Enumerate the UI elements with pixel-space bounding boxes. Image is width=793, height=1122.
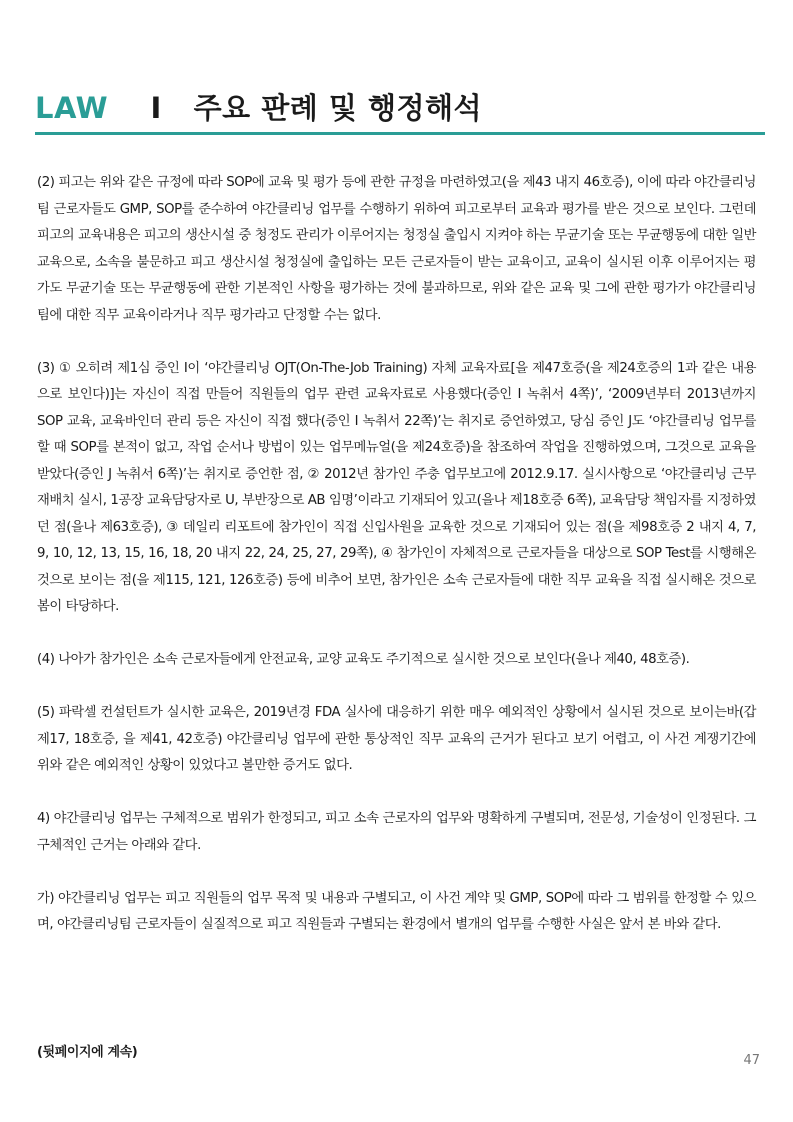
document-body	[37, 170, 756, 939]
paragraph-5: (5) 파락셀 컨설턴트가 실시한 교육은, 2019년경 FDA 실사에 대응하기 위한 매우 예외적인 상황에서 실시된 것으로 보이는바(갑 제17, 18호증, 을 제41, 42호증) 야간클리닝 업무에 관한 통상적인 직무 교육의 근거가 된다고 보기 어렵고, 이 사건 계쟁기간에 위와 같은 예외적인 상황이 있었다고 볼만한 증거도 없다.	[37, 705, 756, 773]
paragraph-2: (2) 피고는 위와 같은 규정에 따라 SOP에 교육 및 평가 등에 관한 규정을 마련하였고(을 제43 내지 46호증), 이에 따라 야간클리닝팀 근로자들도 GMP, SOP를 준수하여 야간클리닝 업무를 수행하기 위하여 피고로부터 교육과 평가를 받은 것으로 보인다. 그런데 피고의 교육내용은 피고의 생산시설 중 청정도 관리가 이루어지는 청정실 출입시 지켜야 하는 무균기술 또는 무균행동에 대한 일반교육으로, 소속을 불문하고 피고 생산시설 청정실에 출입하는 모든 근로자들이 받는 교육이고, 교육이 실시된 이후 이루어지는 평가도 무균기술 또는 무균행동에 관한 기본적인 사항을 평가하는 것에 불과하므로, 위와 같은 교육 및 그에 관한 평가가 야간클리닝팀에 대한 직무 교육이라거나 직무 평가라고 단정할 수는 없다.	[37, 175, 756, 323]
header-divider	[35, 132, 765, 135]
page-number: 47	[743, 1053, 760, 1068]
paragraph-section-ga: 가) 야간클리닝 업무는 피고 직원들의 업무 목적 및 내용과 구별되고, 이 사건 계약 및 GMP, SOP에 따라 그 범위를 한정할 수 있으며, 야간클리닝팀 근로자들이 실질적으로 피고 직원들과 구별되는 환경에서 별개의 업무를 수행한 사실은 앞서 본 바와 같다.	[37, 890, 756, 932]
title-text: 주요 판례 및 행정해석	[193, 91, 483, 125]
continue-note: (뒷페이지에 계속)	[37, 1045, 138, 1060]
paragraph-3: (3) ① 오히려 제1심 증인 I이 ‘야간클리닝 OJT(On-The-Job Training) 자체 교육자료[을 제47호증(을 제24호증의 1과 같은 내용으로 보인다)]는 자신이 직접 만들어 직원들의 업무 관련 교육자료로 사용했다(증인 I 녹취서 4쪽)’, ‘2009년부터 2013년까지 SOP 교육, 교육바인더 관리 등은 자신이 직접 했다(증인 I 녹취서 22쪽)’는 취지로 증언하였고, 당심 증인 J도 ‘야간클리닝 업무를 할 때 SOP를 본적이 없고, 작업 순서나 방법이 있는 업무메뉴얼(을 제24호증)을 참조하여 작업을 진행하였으며, 그것으로 교육을 받았다(증인 J 녹취서 6쪽)’는 취지로 증언한 점, ② 2012년 참가인 주충 업무보고에 2012.9.17. 실시사항으로 ‘야간클리닝 근무 재배치 실시, 1공장 교육담당자로 U, 부반장으로 AB 임명’이라고 기재되어 있고(을나 제18호증 6쪽), 교육담당 책임자를 지정하였던 점(을나 제63호증), ③ 데일리 리포트에 참가인이 직접 신입사원을 교육한 것으로 기재되어 있는 점(을 제98호증 2 내지 4, 7, 9, 10, 12, 13, 15, 16, 18, 20 내지 22, 24, 25, 27, 29쪽), ④ 참가인이 자체적으로 근로자들을 대상으로 SOP Test를 시행해온 것으로 보이는 점(을 제115, 121, 126호증) 등에 비추어 보면, 참가인은 소속 근로자들에 대한 직무 교육을 직접 실시해온 것으로 봄이 타당하다.	[37, 360, 756, 614]
page-header	[35, 88, 765, 134]
paragraph-section-4: 4) 야간클리닝 업무는 구체적으로 범위가 한정되고, 피고 소속 근로자의 업무와 명확하게 구별되며, 전문성, 기술성이 인정된다. 그 구체적인 근거는 아래와 같다.	[37, 811, 756, 853]
page-title	[35, 88, 765, 128]
paragraph-4: (4) 나아가 참가인은 소속 근로자들에게 안전교육, 교양 교육도 주기적으로 실시한 것으로 보인다(을나 제40, 48호증).	[37, 652, 690, 667]
section-label: LAW	[35, 91, 109, 125]
title-separator: I	[150, 91, 162, 125]
